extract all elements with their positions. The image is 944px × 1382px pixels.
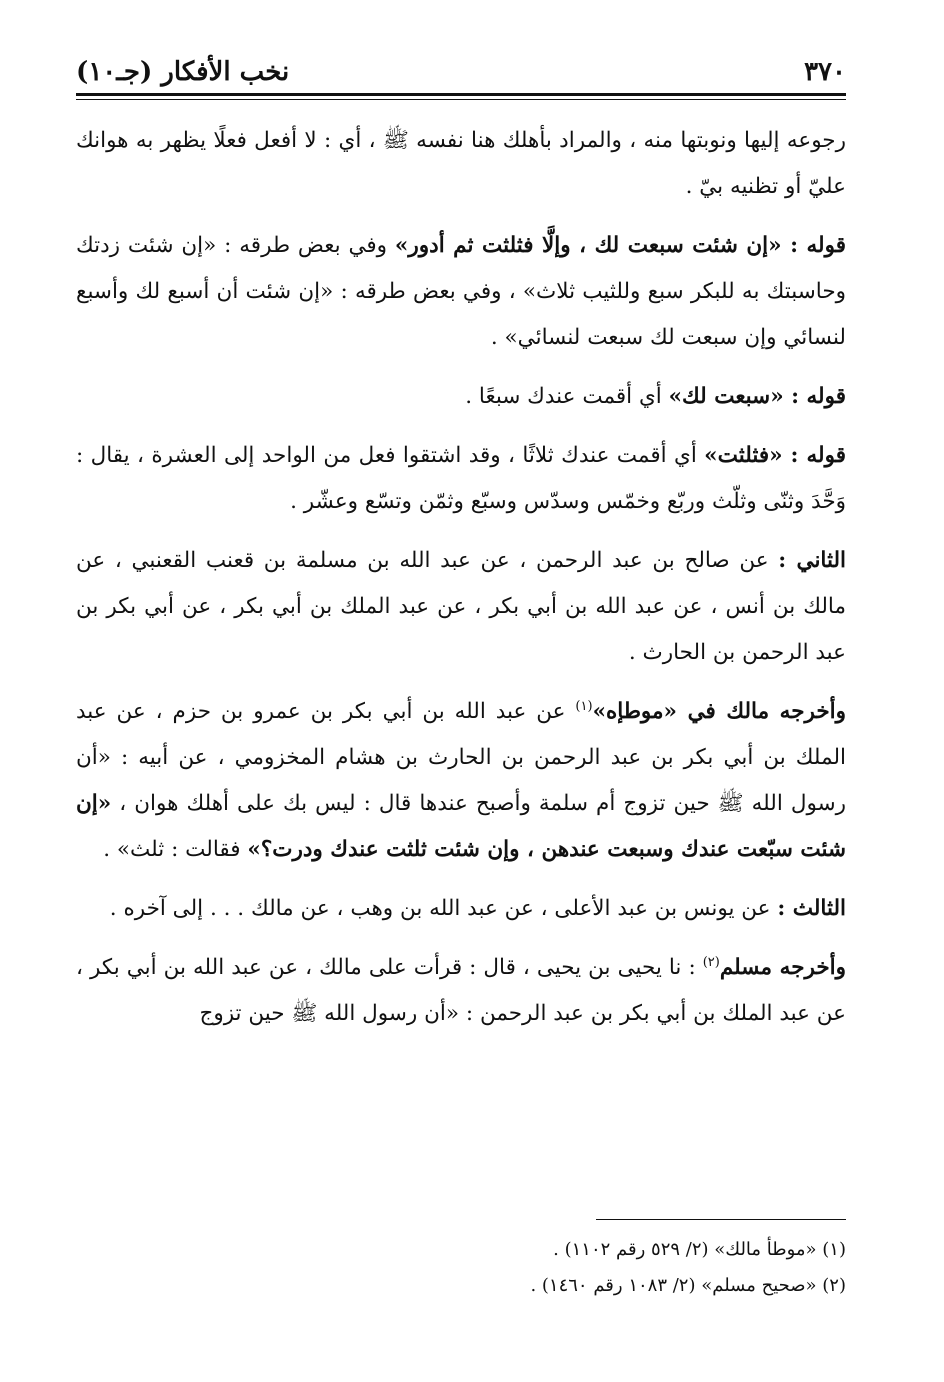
paragraph: [76, 538, 846, 676]
page-header: [76, 52, 846, 92]
bold-phrase: الثاني :: [778, 548, 846, 573]
paragraph: [76, 223, 846, 361]
footnote: (٢) «صحيح مسلم» (٢/ ١٠٨٣ رقم ١٤٦٠) .: [530, 1275, 846, 1296]
text-run: عن صالح بن عبد الرحمن ، عن عبد الله بن مسلمة بن قعنب القعنبي ، عن مالك بن أنس ، عن عبد الله بن أبي بكر ، عن عبد الملك بن أبي بكر ، عن أبي بكر بن عبد الرحمن بن الحارث .: [76, 548, 846, 665]
bold-phrase: الثالث :: [777, 896, 846, 921]
header-rule-thin: [76, 99, 846, 100]
bold-phrase: «إن شئت سبّعت عندك وسبعت عندهن ، وإن شئت ثلثت عندك ودرت؟»: [76, 791, 846, 862]
text-run: وفي بعض طرقه : «إن شئت زدتك وحاسبتك به للبكر سبع وللثيب ثلاث» ، وفي بعض طرقه : «إن شئت أن أسبع لك وأسبع لنسائي وإن سبعت لك سبعت لنسائي» .: [76, 233, 846, 350]
footnotes: [76, 1232, 846, 1304]
paragraph: [76, 945, 846, 1037]
text-run: عن يونس بن عبد الأعلى ، عن عبد الله بن وهب ، عن مالك . . . إلى آخره .: [109, 896, 778, 921]
text-run: أي أقمت عندك ثلاثًا ، وقد اشتقوا فعل من الواحد إلى العشرة ، يقال : وَحَّدَ وثنّى وثلّث وربّع وخمّس وسدّس وسبّع وثمّن وتسّع وعشّر .: [76, 443, 846, 514]
paragraph: [76, 118, 846, 210]
paragraph: [76, 689, 846, 873]
footnote-separator: [596, 1219, 846, 1220]
page-number: ٣٧٠: [804, 57, 846, 87]
text-run: : نا يحيى بن يحيى ، قال : قرأت على مالك ، عن عبد الله بن أبي بكر ، عن عبد الملك بن أبي بكر بن عبد الرحمن : «أن رسول الله ﷺ حين تزوج: [76, 955, 846, 1026]
footnote-ref[interactable]: (١): [575, 698, 593, 714]
footnote: (١) «موطأ مالك» (٢/ ٥٢٩ رقم ١١٠٢) .: [553, 1239, 846, 1260]
paragraph: [76, 433, 846, 525]
paragraph: [76, 374, 846, 420]
text-run: أي أقمت عندك سبعًا .: [465, 384, 669, 409]
bold-phrase: قوله : «سبعت لك»: [668, 384, 846, 409]
text-run: رجوعه إليها ونوبتها منه ، والمراد بأهلك هنا نفسه ﷺ ، أي : لا أفعل فعلًا يظهر به هوانك عليّ أو تظنيه بيّ .: [76, 128, 846, 199]
paragraph: [76, 886, 846, 932]
main-text: [76, 118, 846, 1050]
bold-phrase: وأخرجه مسلم: [719, 955, 846, 980]
text-run: فقالت : ثلث» .: [103, 837, 248, 862]
bold-phrase: قوله : «فثلثت»: [704, 443, 846, 468]
running-title: نخب الأفكار (جـ١٠): [76, 57, 290, 87]
header-rule-thick: [76, 93, 846, 96]
footnote-ref[interactable]: (٢): [702, 954, 720, 970]
text-run: عن عبد الله بن أبي بكر بن عمرو بن حزم ، عن عبد الملك بن أبي بكر بن عبد الرحمن بن الحارث بن هشام المخزومي ، عن أبيه : «أن رسول الله ﷺ حين تزوج أم سلمة وأصبح عندها قال : ليس بك على أهلك هوان ،: [76, 699, 846, 816]
bold-phrase: وأخرجه مالك في «موطإه»: [592, 699, 846, 724]
bold-phrase: قوله : «إن شئت سبعت لك ، وإلَّا فثلثت ثم أدور»: [394, 233, 846, 258]
